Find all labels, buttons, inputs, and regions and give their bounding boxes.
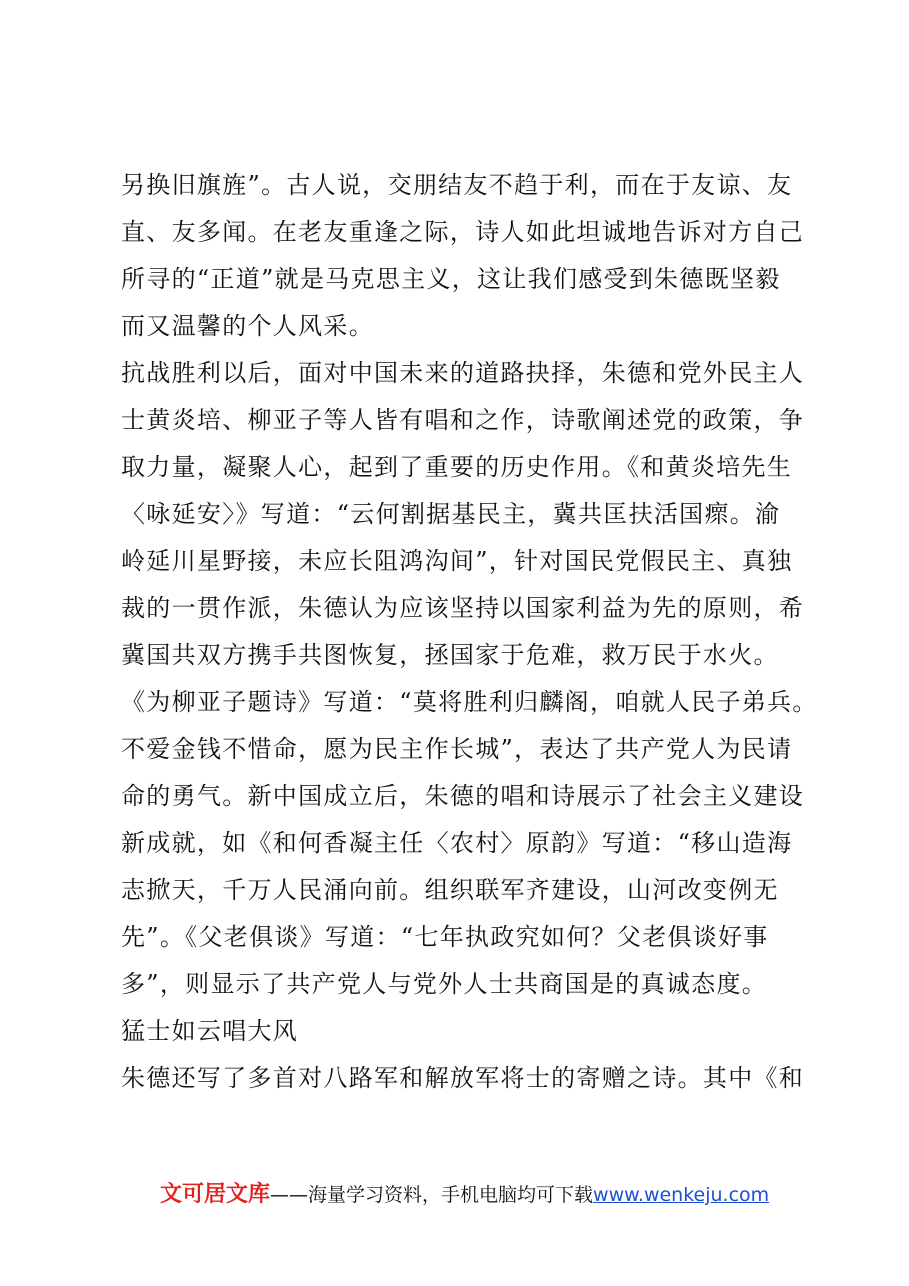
body-text-line: 士黄炎培、柳亚子等人皆有唱和之作，诗歌阐述党的政策，争 [121, 406, 805, 434]
body-text-line: 不爱金钱不惜命，愿为民主作长城”，表达了共产党人为民请 [121, 735, 793, 763]
body-text-line: 直、友多闻。在老友重逢之际，诗人如此坦诚地告诉对方自己 [121, 218, 805, 246]
body-text-line: 取力量，凝聚人心，起到了重要的历史作用。《和黄炎培先生 [121, 453, 793, 481]
body-text-line: 志掀天，千万人民涌向前。组织联军齐建设，山河改变例无 [121, 876, 779, 904]
body-text-line: 新成就，如《和何香凝主任〈农村〉原韵》写道：“移山造海 [121, 829, 793, 857]
page-footer [160, 1182, 769, 1208]
body-text-line: 抗战胜利以后，面对中国未来的道路抉择，朱德和党外民主人 [121, 359, 805, 387]
body-text-line: 岭延川星野接，未应长阻鸿沟间”，针对国民党假民主、真独 [121, 547, 793, 575]
section-heading: 猛士如云唱大风 [121, 1017, 299, 1045]
body-text-line: 先”。《父老俱谈》写道：“七年执政究如何？父老俱谈好事 [121, 923, 769, 951]
body-text-line: 《为柳亚子题诗》写道：“莫将胜利归麟阁，咱就人民子弟兵。 [121, 688, 818, 716]
body-text-line: 命的勇气。新中国成立后，朱德的唱和诗展示了社会主义建设 [121, 782, 805, 810]
body-text-line: 另换旧旗旌”。古人说，交朋结友不趋于利，而在于友谅、友 [121, 171, 793, 199]
body-text-line: 裁的一贯作派，朱德认为应该坚持以国家利益为先的原则，希 [121, 594, 805, 622]
footer-brand: 文可居文库 [160, 1182, 271, 1207]
body-text-line: 冀国共双方携手共图恢复，拯国家于危难，救万民于水火。 [121, 641, 779, 669]
body-text-line: 〈咏延安〉》写道：“云何割据基民主，冀共匡扶活国瘝。渝 [121, 500, 781, 528]
body-text-line: 朱德还写了多首对八路军和解放军将士的寄赠之诗。其中《和 [121, 1064, 805, 1092]
footer-tagline: ——海量学习资料，手机电脑均可下载 [270, 1184, 594, 1206]
footer-site-link[interactable]: www.wenkeju.com [593, 1184, 770, 1206]
body-text-line: 所寻的“正道”就是马克思主义，这让我们感受到朱德既坚毅 [121, 265, 781, 293]
body-text-line: 而又温馨的个人风采。 [121, 312, 374, 340]
body-text-line: 多”，则显示了共产党人与党外人士共商国是的真诚态度。 [121, 970, 768, 998]
